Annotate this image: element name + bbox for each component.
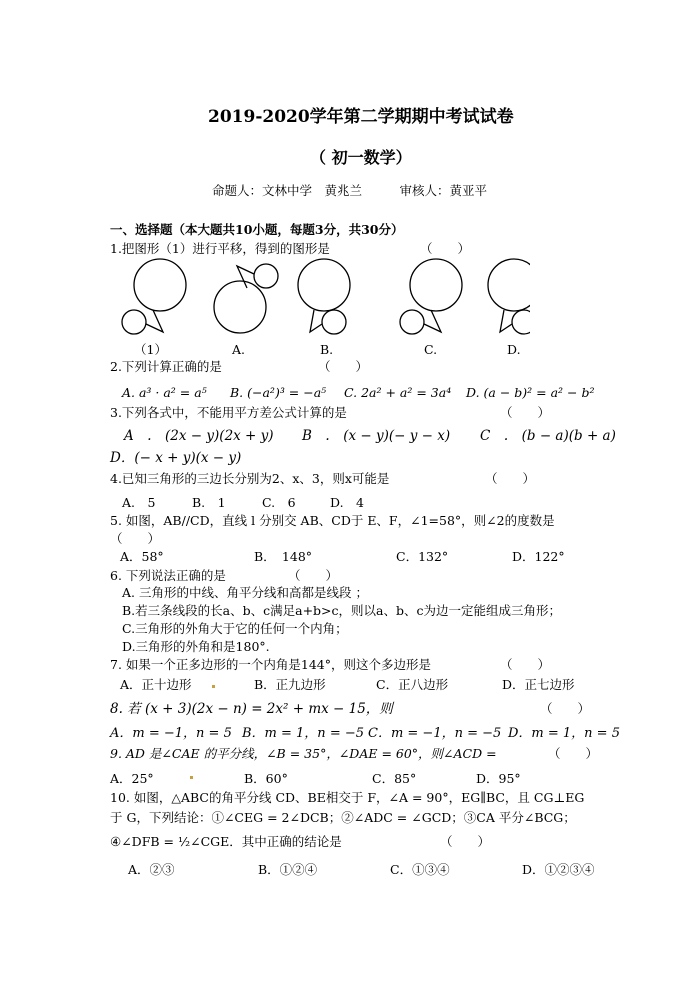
figure-original (122, 259, 186, 334)
q6-option-a: A. 三角形的中线、角平分线和高都是线段 ； (122, 585, 368, 600)
q9-blank: （ ） (548, 746, 599, 761)
q5-blank: （ ） (110, 531, 161, 546)
q9-option-c: C．85° (372, 771, 417, 786)
q2-option-d: D. (a − b)² = a² − b² (466, 385, 595, 400)
author-line: 命题人：文林中学 黄兆兰 审核人：黄亚平 (212, 183, 488, 198)
q7-text: 7. 如果一个正多边形的一个内角是144°，则这个多边形是 (110, 657, 432, 672)
q3-blank: （ ） (500, 405, 551, 420)
q8-option-b: B．m = 1，n = −5 (242, 726, 365, 741)
q4-option-d: D. 4 (330, 495, 365, 510)
q2-option-a: A. a³ · a² = a⁵ (122, 385, 207, 400)
page-subtitle: （ 初一数学） (310, 148, 412, 167)
q4-option-c: C. 6 (262, 495, 296, 510)
q8-text: 8. 若 (x + 3)(2x − n) = 2x² + mx − 15，则 (110, 701, 393, 717)
q10-option-a: A．②③ (128, 862, 175, 877)
q9-option-b: B．60° (244, 771, 288, 786)
q4-text: 4.已知三角形的三边长分别为2、x、3，则x可能是 (110, 471, 390, 486)
q3-text: 3.下列各式中，不能用平方差公式计算的是 (110, 405, 347, 420)
q5-text: 5. 如图，AB//CD，直线 l 分别交 AB、CD于 E、F，∠1=58°，则∠2的度数是 (110, 513, 555, 528)
figure-d (488, 259, 530, 334)
section-heading: 一、选择题（本大题共10小题，每题3分，共30分） (110, 222, 404, 237)
q8-option-c: C．m = −1，n = −5 (368, 726, 502, 741)
q1-figures (110, 255, 530, 347)
q5-option-b: B． 148° (254, 549, 313, 564)
q6-blank: （ ） (288, 568, 339, 583)
q10-line1: 10. 如图，△ABC的角平分线 CD、BE相交于 F，∠A = 90°，EG∥BC，且 CG⊥EG (110, 790, 585, 805)
q7-option-a: A．正十边形 (120, 677, 192, 692)
q2-option-b: B. (−a²)³ = −a⁵ (230, 385, 327, 400)
q10-blank: （ ） (440, 834, 491, 849)
q3-option-a: A . (2x − y)(2x + y) (124, 428, 274, 444)
figure-c (400, 259, 462, 334)
stray-mark (190, 776, 193, 779)
q6-option-d: D.三角形的外角和是180°. (122, 639, 270, 654)
q8-option-a: A．m = −1，n = 5 (110, 726, 232, 741)
q4-option-a: A. 5 (122, 495, 156, 510)
q5-option-a: A．58° (120, 549, 164, 564)
q9-option-a: A．25° (110, 771, 154, 786)
q2-text: 2.下列计算正确的是 (110, 359, 222, 374)
q10-option-d: D．①②③④ (522, 862, 595, 877)
figure-b (298, 259, 350, 334)
q1-text: 1.把图形（1）进行平移，得到的图形是 (110, 241, 330, 256)
page-title: 2019-2020学年第二学期期中考试试卷 (208, 107, 514, 127)
q3-option-b: B . (x − y)(− y − x) (302, 428, 451, 444)
q2-blank: （ ） (318, 359, 369, 374)
q10-option-c: C．①③④ (390, 862, 450, 877)
q7-option-c: C．正八边形 (376, 677, 449, 692)
q3-option-d: D．(− x + y)(x − y) (110, 450, 242, 466)
q6-text: 6. 下列说法正确的是 (110, 568, 226, 583)
q4-option-b: B. 1 (192, 495, 226, 510)
q1-label-c: C. (424, 342, 438, 357)
q10-line2: 于 G，下列结论：①∠CEG = 2∠DCB；②∠ADC = ∠GCD；③CA 平分∠BCG； (110, 810, 576, 825)
q2-option-c: C. 2a² + a² = 3a⁴ (344, 385, 452, 400)
q10-line3: ④∠DFB = ½∠CGE．其中正确的结论是 (110, 834, 342, 849)
q4-blank: （ ） (485, 471, 536, 486)
q1-label-a: A. (232, 342, 246, 357)
q1-label-d: D. (507, 342, 521, 357)
q8-blank: （ ） (540, 701, 591, 716)
q1-blank: （ ） (420, 241, 471, 256)
q5-option-c: C．132° (396, 549, 449, 564)
q9-option-d: D．95° (476, 771, 521, 786)
q5-option-d: D．122° (512, 549, 565, 564)
q7-blank: （ ） (500, 657, 551, 672)
figure-a (214, 264, 278, 333)
q9-text: 9. AD 是∠CAE 的平分线，∠B = 35°，∠DAE = 60°，则∠ACD = (110, 746, 497, 761)
q3-option-c: C . (b − a)(b + a) (480, 428, 616, 444)
q6-option-b: B.若三条线段的长a、b、c满足a+b>c，则以a、b、c为边一定能组成三角形； (122, 603, 561, 618)
q6-option-c: C.三角形的外角大于它的任何一个内角； (122, 621, 348, 636)
q8-option-d: D．m = 1，n = 5 (508, 726, 620, 741)
q7-option-b: B．正九边形 (254, 677, 326, 692)
q7-option-d: D．正七边形 (502, 677, 575, 692)
q1-label-1: （1） (134, 342, 167, 357)
q1-label-b: B. (320, 342, 334, 357)
q10-option-b: B．①②④ (258, 862, 318, 877)
stray-mark (212, 685, 215, 688)
